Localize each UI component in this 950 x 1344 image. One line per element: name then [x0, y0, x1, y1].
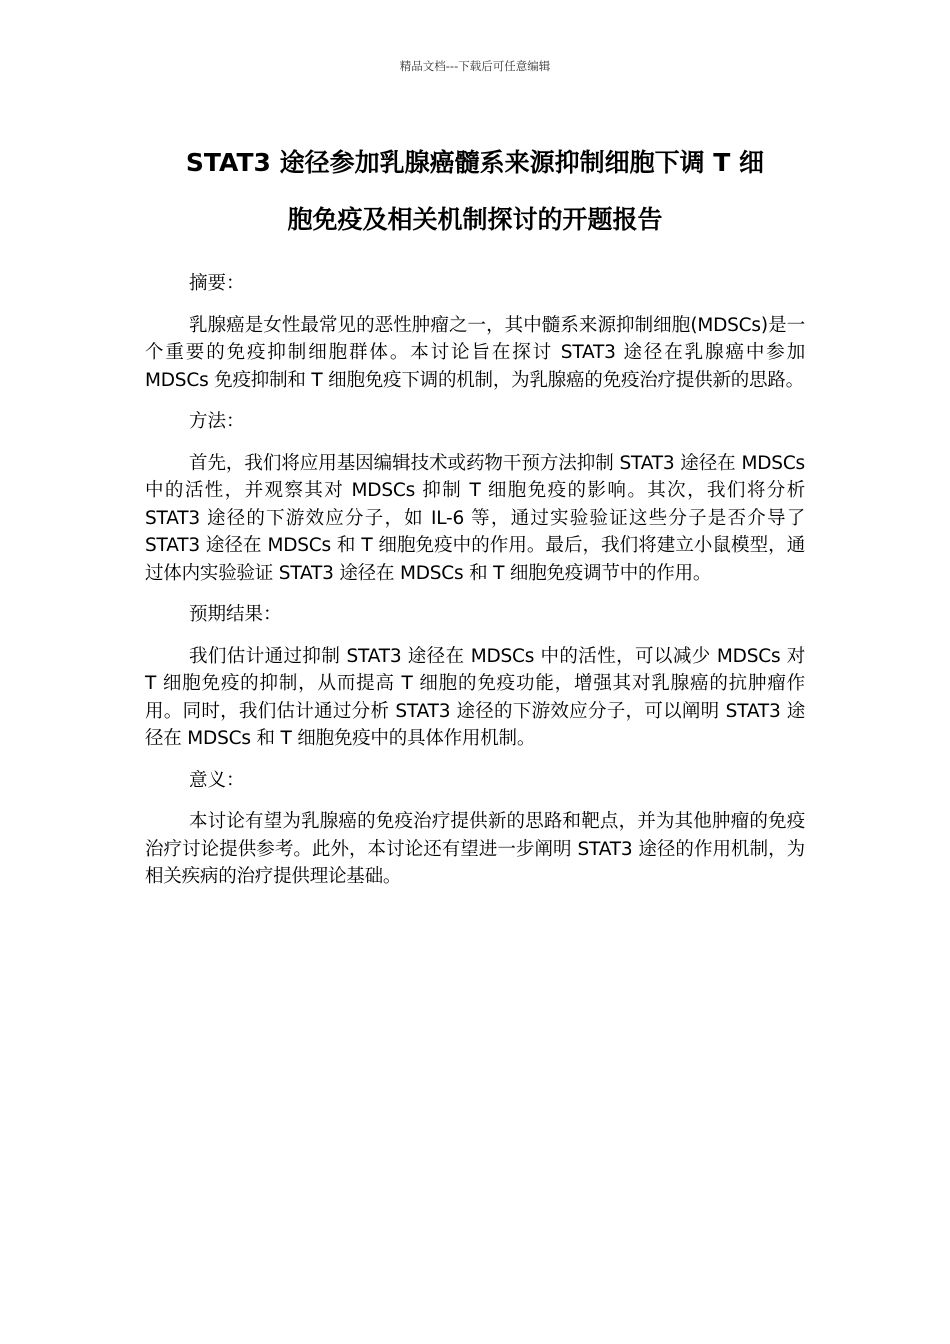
section-body-significance: 本讨论有望为乳腺癌的免疫治疗提供新的思路和靶点，并为其他肿瘤的免疫治疗讨论提供参考。此外，本讨论还有望进一步阐明 STAT3 途径的作用机制，为相关疾病的治疗提供理论基础。 — [145, 811, 805, 887]
section-body-expected-results: 我们估计通过抑制 STAT3 途径在 MDSCs 中的活性，可以减少 MDSCs 对 T 细胞免疫的抑制，从而提高 T 细胞的免疫功能，增强其对乳腺癌的抗肿瘤作用。同时，我们估计通过分析 STAT3 途径的下游效应分子，可以阐明 STAT3 途径在 MDSCs 和 T 细胞免疫中的具体作用机制。 — [145, 645, 805, 749]
document-title — [145, 134, 805, 248]
header-note: 精品文档---下载后可任意编辑 — [399, 59, 551, 73]
section-body-methods: 首先，我们将应用基因编辑技术或药物干预方法抑制 STAT3 途径在 MDSCs 中的活性，并观察其对 MDSCs 抑制 T 细胞免疫的影响。其次，我们将分析 STAT3 途径的下游效应分子，如 IL-6 等，通过实验验证这些分子是否介导了 STAT3 途径在 MDSCs 和 T 细胞免疫中的作用。最后，我们将建立小鼠模型，通过体内实验验证 STAT3 途径在 MDSCs 和 T 细胞免疫调节中的作用。 — [145, 452, 805, 584]
section-body-abstract: 乳腺癌是女性最常见的恶性肿瘤之一，其中髓系来源抑制细胞(MDSCs)是一个重要的免疫抑制细胞群体。本讨论旨在探讨 STAT3 途径在乳腺癌中参加 MDSCs 免疫抑制和 T 细胞免疫下调的机制，为乳腺癌的免疫治疗提供新的思路。 — [145, 314, 805, 391]
section-heading-expected-results: 预期结果： — [189, 604, 282, 625]
section-heading-abstract: 摘要： — [189, 273, 245, 294]
section-heading-methods: 方法： — [189, 411, 245, 432]
document-body — [145, 270, 805, 905]
title-line-2: 胞免疫及相关机制探讨的开题报告 — [287, 205, 663, 234]
section-heading-significance: 意义： — [189, 769, 245, 791]
title-line-1: STAT3 途径参加乳腺癌髓系来源抑制细胞下调 T 细 — [185, 148, 765, 177]
